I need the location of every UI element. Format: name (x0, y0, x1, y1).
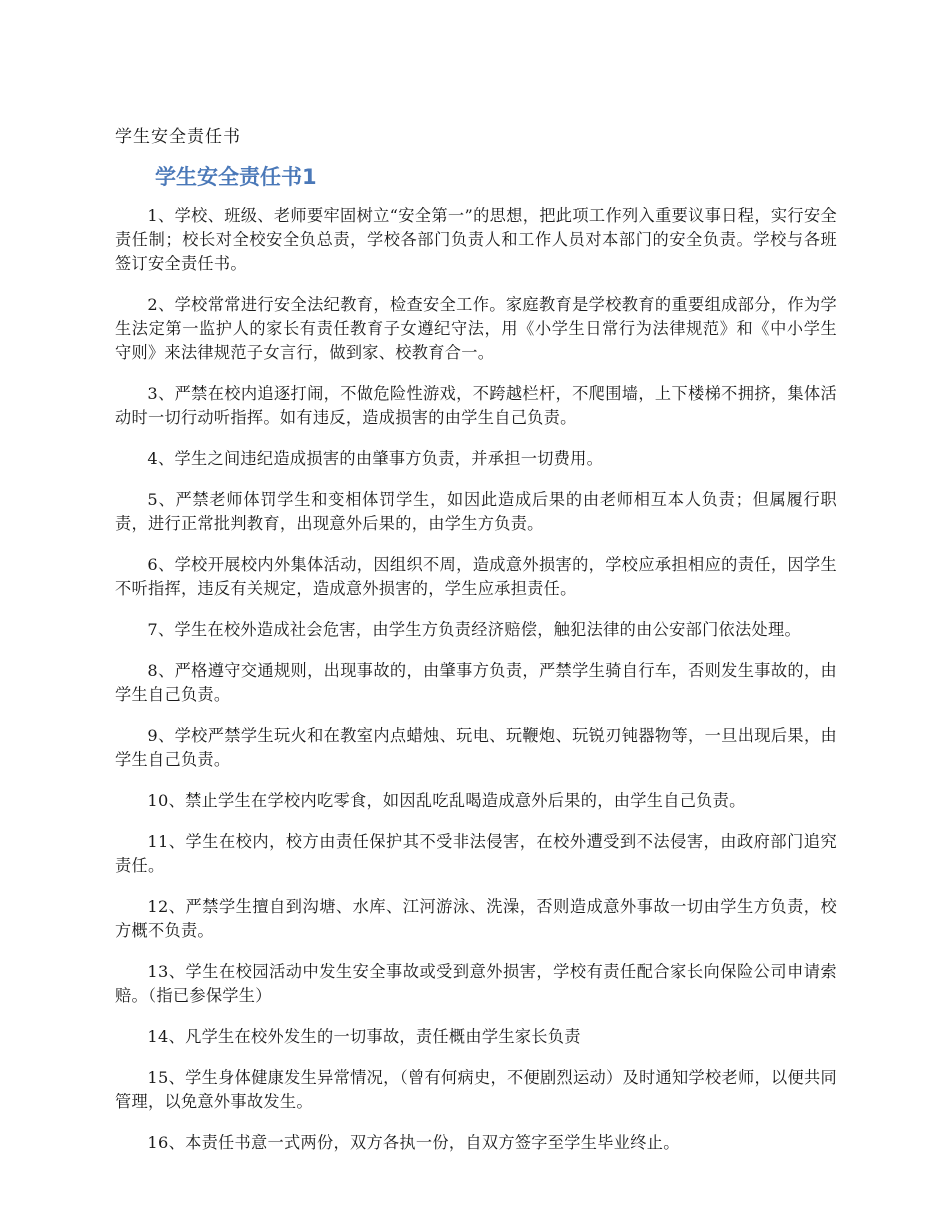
paragraph-2: 2、学校常常进行安全法纪教育，检查安全工作。家庭教育是学校教育的重要组成部分，作为学生法定第一监护人的家长有责任教育子女遵纪守法，用《小学生日常行为法律规范》和《中小学生守则》来法律规范子女言行，做到家、校教育合一。 (115, 295, 837, 362)
paragraph-3: 3、严禁在校内追逐打闹，不做危险性游戏，不跨越栏杆，不爬围墙，上下楼梯不拥挤，集体活动时一切行动听指挥。如有违反，造成损害的由学生自己负责。 (115, 384, 837, 427)
section-heading: 学生安全责任书1 (155, 165, 317, 189)
paragraph-16: 16、本责任书意一式两份，双方各执一份，自双方签字至学生毕业终止。 (147, 1133, 680, 1152)
document-title: 学生安全责任书 (115, 127, 241, 147)
paragraph-12: 12、严禁学生擅自到沟塘、水库、江河游泳、洗澡，否则造成意外事故一切由学生方负责，校方概不负责。 (115, 897, 837, 940)
paragraph-1: 1、学校、班级、老师要牢固树立“安全第一”的思想，把此项工作列入重要议事日程，实行安全责任制；校长对全校安全负总责，学校各部门负责人和工作人员对本部门的安全负责。学校与各班签订安全责任书。 (115, 206, 837, 273)
paragraph-7: 7、学生在校外造成社会危害，由学生方负责经济赔偿，触犯法律的由公安部门依法处理。 (147, 620, 801, 639)
paragraph-13: 13、学生在校园活动中发生安全事故或受到意外损害，学校有责任配合家长向保险公司申请索赔。（指已参保学生） (115, 962, 837, 1005)
paragraph-11: 11、学生在校内，校方由责任保护其不受非法侵害，在校外遭受到不法侵害，由政府部门追究责任。 (115, 832, 837, 875)
paragraph-9: 9、学校严禁学生玩火和在教室内点蜡烛、玩电、玩鞭炮、玩锐刃钝器物等，一旦出现后果，由学生自己负责。 (115, 726, 837, 769)
paragraph-8: 8、严格遵守交通规则，出现事故的，由肇事方负责，严禁学生骑自行车，否则发生事故的，由学生自己负责。 (115, 661, 837, 704)
paragraph-10: 10、禁止学生在学校内吃零食，如因乱吃乱喝造成意外后果的，由学生自己负责。 (147, 791, 746, 810)
paragraph-14: 14、凡学生在校外发生的一切事故，责任概由学生家长负责 (147, 1027, 581, 1046)
paragraph-4: 4、学生之间违纪造成损害的由肇事方负责，并承担一切费用。 (147, 449, 604, 468)
paragraph-15: 15、学生身体健康发生异常情况，（曾有何病史，不便剧烈运动）及时通知学校老师，以便共同管理，以免意外事故发生。 (115, 1068, 837, 1111)
paragraph-5: 5、严禁老师体罚学生和变相体罚学生，如因此造成后果的由老师相互本人负责；但属履行职责，进行正常批判教育，出现意外后果的，由学生方负责。 (115, 490, 837, 533)
document-body (115, 204, 837, 1172)
paragraph-6: 6、学校开展校内外集体活动，因组织不周，造成意外损害的，学校应承担相应的责任，因学生不听指挥，违反有关规定，造成意外损害的，学生应承担责任。 (115, 555, 837, 598)
